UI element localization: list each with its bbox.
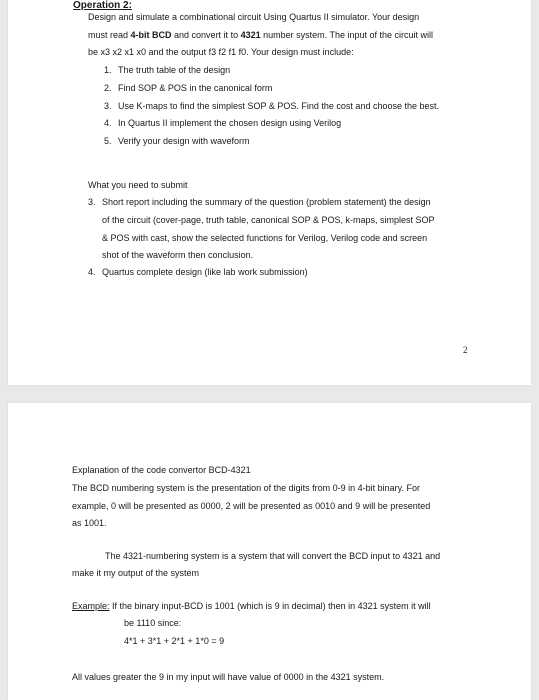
submit-heading: What you need to submit <box>88 180 188 190</box>
requirement-item: 5. Verify your design with waveform <box>104 136 250 146</box>
operation-title: Operation 2: <box>73 0 132 11</box>
final-statement: All values greater the 9 in my input will have value of 0000 in the 4321 system. <box>72 672 385 682</box>
intro-line-3: be x3 x2 x1 x0 and the output f3 f2 f1 f0. Your design must include: <box>88 47 354 57</box>
submit-item-continuation: of the circuit (cover-page, truth table, canonical SOP & POS, k-maps, simplest SOP <box>102 215 435 225</box>
submit-item-continuation: & POS with cast, show the selected functions for Verilog, Verilog code and screen <box>102 233 428 243</box>
page-number: 2 <box>463 345 468 355</box>
example-line-2: be 1110 since: <box>124 618 182 628</box>
example-line-1: Example: If the binary input-BCD is 1001 (which is 9 in decimal) then in 4321 system it will <box>72 601 431 611</box>
example-label: Example: <box>72 601 110 611</box>
bcd-line-3: as 1001. <box>72 518 107 528</box>
submit-item: 4. Quartus complete design (like lab work submission) <box>88 267 308 277</box>
example-formula: 4*1 + 3*1 + 2*1 + 1*0 = 9 <box>124 636 225 646</box>
requirement-item: 4. In Quartus II implement the chosen design using Verilog <box>104 118 342 128</box>
explanation-title: Explanation of the code convertor BCD-4321 <box>72 465 251 475</box>
submit-item: 3. Short report including the summary of the question (problem statement) the design <box>88 197 431 207</box>
requirement-item: 3. Use K-maps to find the simplest SOP & POS. Find the cost and choose the best. <box>104 101 439 111</box>
bcd-line-1: The BCD numbering system is the presentation of the digits from 0-9 in 4-bit binary. For <box>72 483 420 493</box>
document-page-2 <box>8 403 531 700</box>
system-line-2: make it my output of the system <box>72 568 200 578</box>
submit-item-continuation: shot of the waveform then conclusion. <box>102 250 254 260</box>
bcd-line-2: example, 0 will be presented as 0000, 2 will be presented as 0010 and 9 will be presented <box>72 501 431 511</box>
system-line-1: The 4321-numbering system is a system that will convert the BCD input to 4321 and <box>105 551 441 561</box>
document-page-1 <box>8 0 531 385</box>
requirement-item: 1. The truth table of the design <box>104 65 231 75</box>
intro-line-1: Design and simulate a combinational circuit Using Quartus II simulator. Your design <box>88 12 420 22</box>
requirement-item: 2. Find SOP & POS in the canonical form <box>104 83 273 93</box>
intro-line-2: must read 4-bit BCD and convert it to 4321 number system. The input of the circuit will <box>88 30 434 40</box>
